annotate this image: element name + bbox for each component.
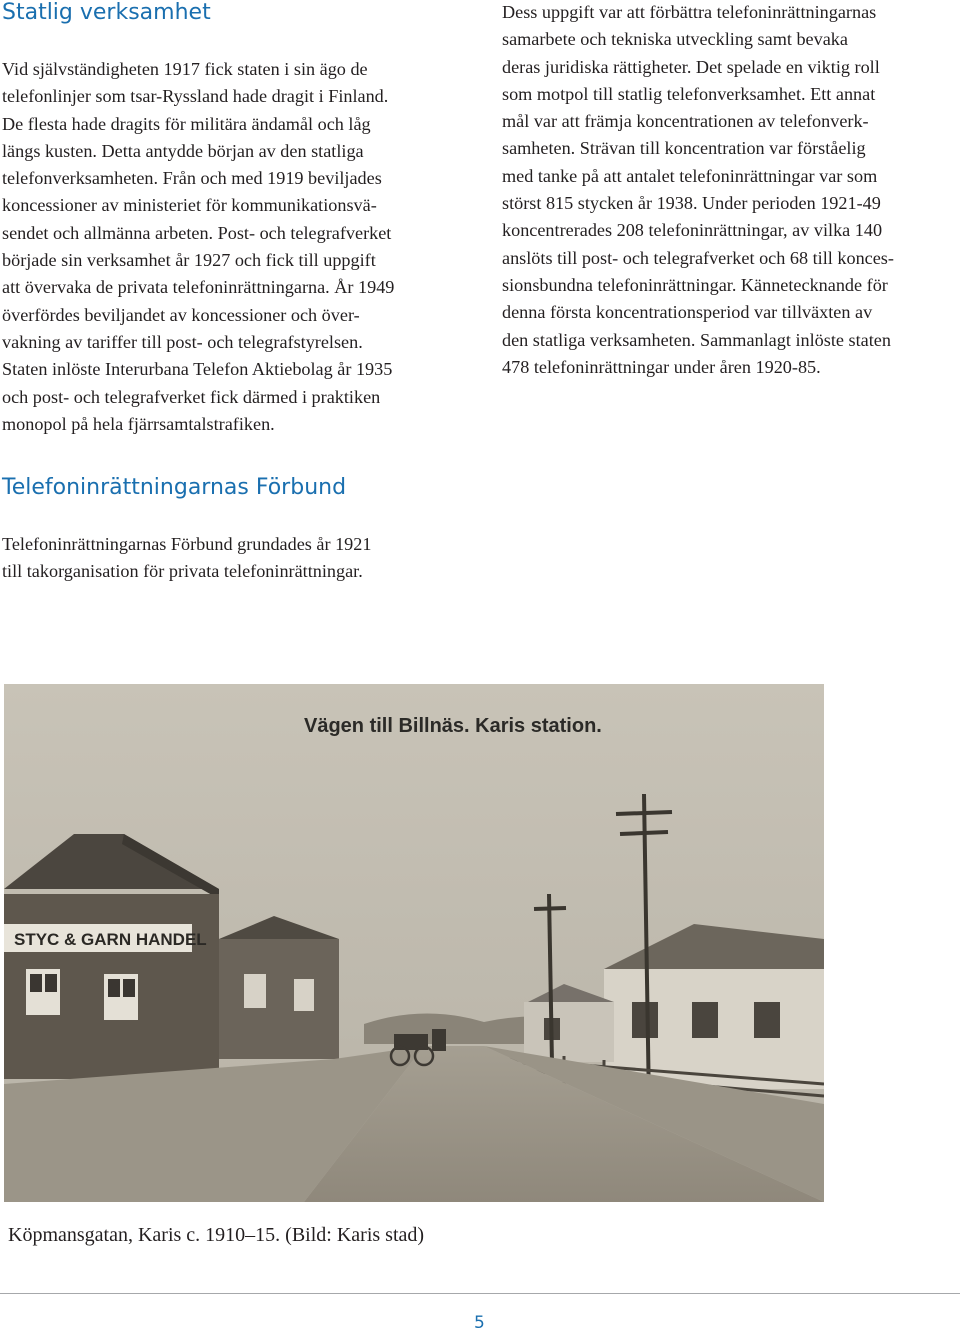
text-line: till takorganisation för privata telefoninrättningar. <box>2 561 363 582</box>
text-line: koncessioner av ministeriet för kommunikationsvä- <box>2 195 377 216</box>
section-heading-telefoninrattningarnas-forbund: Telefoninrättningarnas Förbund <box>2 475 347 500</box>
text-line: samheten. Strävan till koncentration var förståelig <box>502 138 866 159</box>
text-line: samarbete och tekniska utveckling samt bevaka <box>502 29 848 50</box>
historical-street-photo <box>4 684 824 1202</box>
text-line: Vid självständigheten 1917 fick staten i sin ägo de <box>2 59 368 79</box>
section-heading-statlig-verksamhet: Statlig verksamhet <box>2 0 211 25</box>
text-line: anslöts till post- och telegrafverket och 68 till konces- <box>502 247 894 268</box>
text-line: den statliga verksamheten. Sammanlagt inlöste staten <box>502 329 891 350</box>
text-line: överfördes beviljandet av koncessioner och över- <box>2 304 360 325</box>
text-line: och post- och telegrafverket fick därmed i praktiken <box>2 386 381 407</box>
text-line: störst 815 stycken år 1938. Under perioden 1921-49 <box>502 193 881 214</box>
text-line: denna första koncentrationsperiod var tillväxten av <box>502 302 873 323</box>
footer-rule <box>0 1293 960 1294</box>
text-line: började sin verksamhet år 1927 och fick till uppgift <box>2 250 376 271</box>
page-number: 5 <box>474 1313 485 1333</box>
text-line: längs kusten. Detta antydde början av den statliga <box>2 140 364 161</box>
text-line: med tanke på att antalet telefoninrättningar var som <box>502 165 878 186</box>
text-line: deras juridiska rättigheter. Det spelade en viktig roll <box>502 56 880 77</box>
text-line: som motpol till statlig telefonverksamhet. Ett annat <box>502 83 876 104</box>
photo-inscription: Vägen till Billnäs. Karis station. <box>304 715 602 737</box>
text-line: att övervaka de privata telefoninrättningarna. År 1949 <box>2 277 395 298</box>
text-line: vakning av tariffer till post- och telegrafstyrelsen. <box>2 331 363 352</box>
text-line: 478 telefoninrättningar under åren 1920-85. <box>502 356 821 377</box>
text-line: mål var att främja koncentrationen av telefonverk- <box>502 111 869 132</box>
text-line: telefonverksamheten. Från och med 1919 beviljades <box>2 168 382 189</box>
text-line: Dess uppgift var att förbättra telefoninrättningarnas <box>502 2 877 22</box>
paragraph-statlig-verksamhet <box>2 56 472 438</box>
text-line: Staten inlöste Interurbana Telefon Aktiebolag år 1935 <box>2 359 393 380</box>
paragraph-forbund-continued <box>502 0 960 381</box>
photo-illustration <box>4 684 824 1202</box>
text-line: telefonlinjer som tsar-Ryssland hade dragit i Finland. <box>2 86 389 107</box>
photo-caption: Köpmansgatan, Karis c. 1910–15. (Bild: Karis stad) <box>8 1224 425 1246</box>
text-line: De flesta hade dragits för militära ändamål och låg <box>2 113 371 134</box>
paragraph-forbund-intro <box>2 531 472 586</box>
text-line: Telefoninrättningarnas Förbund grundades år 1921 <box>2 534 372 554</box>
text-line: monopol på hela fjärrsamtalstrafiken. <box>2 413 275 434</box>
shop-sign-text: STYC & GARN HANDEL <box>14 930 207 949</box>
text-line: koncentrerades 208 telefoninrättningar, av vilka 140 <box>502 220 883 241</box>
text-line: sionsbundna telefoninrättningar. Kännetecknande för <box>502 274 888 295</box>
text-line: sendet och allmänna arbeten. Post- och telegrafverket <box>2 222 392 243</box>
